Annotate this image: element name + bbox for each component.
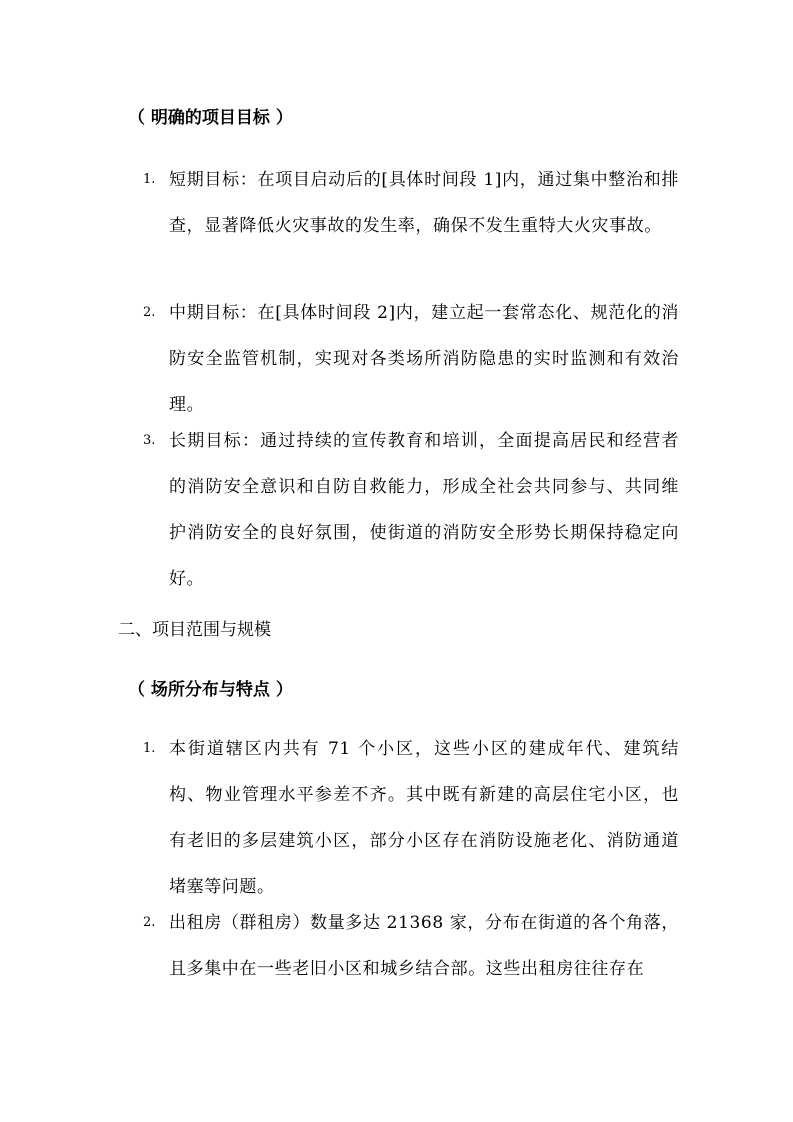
list-number: 3. bbox=[143, 433, 156, 448]
list-item-text: 长期目标：通过持续的宣传教育和培训，全面提高居民和经营者的消防安全意识和自防自救能力，形成全社会共同参与、共同维护消防安全的良好氛围，使街道的消防安全形势长期保持稳定向好。 bbox=[169, 431, 679, 589]
list-item-text: 出租房（群租房）数量多达 21368 家，分布在街道的各个角落，且多集中在一些老旧小区和城乡结合部。这些出租房往往存在 bbox=[169, 913, 679, 979]
list-number: 2. bbox=[143, 915, 156, 930]
list-number: 2. bbox=[143, 305, 156, 320]
list-item-text: 短期目标：在项目启动后的[具体时间段 1]内，通过集中整治和排查，显著降低火灾事故的发生率，确保不发生重特大火灾事故。 bbox=[169, 170, 679, 236]
list-item-text: 中期目标：在[具体时间段 2]内，建立起一套常态化、规范化的消防安全监管机制，实现对各类场所消防隐患的实时监测和有效治理。 bbox=[169, 303, 679, 415]
section-title-scope-scale: 二、项目范围与规模 bbox=[118, 620, 271, 640]
list-number: 1. bbox=[143, 741, 156, 756]
heading-project-goals: （ 明确的项目目标 ） bbox=[128, 108, 293, 128]
list-item-text: 本街道辖区内共有 71 个小区，这些小区的建成年代、建筑结构、物业管理水平参差不齐。其中既有新建的高层住宅小区，也有老旧的多层建筑小区，部分小区存在消防设施老化、消防通道堵塞等问题。 bbox=[169, 739, 679, 897]
list-number: 1. bbox=[143, 172, 156, 187]
heading-site-distribution: （ 场所分布与特点 ） bbox=[128, 680, 293, 700]
